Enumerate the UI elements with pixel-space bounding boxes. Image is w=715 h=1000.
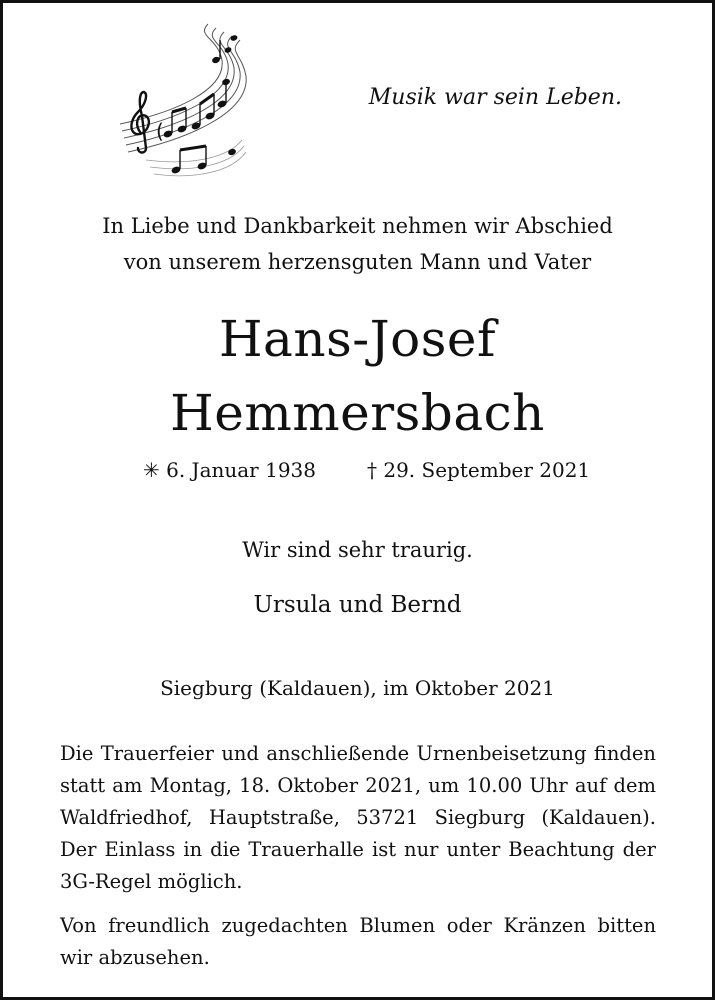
- motto: Musik war sein Leben.: [368, 85, 622, 110]
- flowers-paragraph: Von freundlich zugedachten Blumen oder Kränzen bitten wir abzusehen.: [60, 914, 656, 969]
- signers: Ursula und Bernd: [253, 592, 462, 618]
- sadness-line: Wir sind sehr traurig.: [242, 538, 473, 562]
- place-date: Siegburg (Kaldauen), im Oktober 2021: [160, 676, 555, 700]
- deceased-first-name: Hans-Josef: [218, 310, 497, 368]
- intro-line-2: von unserem herzensguten Mann und Vater: [123, 250, 592, 274]
- intro-text: [0, 208, 715, 280]
- deceased-last-name: Hemmersbach: [170, 384, 545, 442]
- ceremony-paragraph: Die Trauerfeier und anschließende Urnenbeisetzung finden statt am Montag, 18. Oktober 2021, um 10.00 Uhr auf dem Waldfriedhof, Hauptstraße, 53721 Siegburg (Kaldauen). Der Einlass in die Trauerhalle ist nur unter Beachtung der 3G-Regel möglich.: [60, 742, 656, 893]
- music-notes-staff-icon: [116, 20, 252, 194]
- deceased-name: [0, 302, 715, 450]
- death-date: † 29. September 2021: [367, 458, 591, 482]
- svg-text:(: (: [156, 119, 164, 143]
- intro-line-1: In Liebe und Dankbarkeit nehmen wir Abschied: [102, 214, 613, 238]
- birth-date: ✳ 6. Januar 1938: [143, 458, 316, 482]
